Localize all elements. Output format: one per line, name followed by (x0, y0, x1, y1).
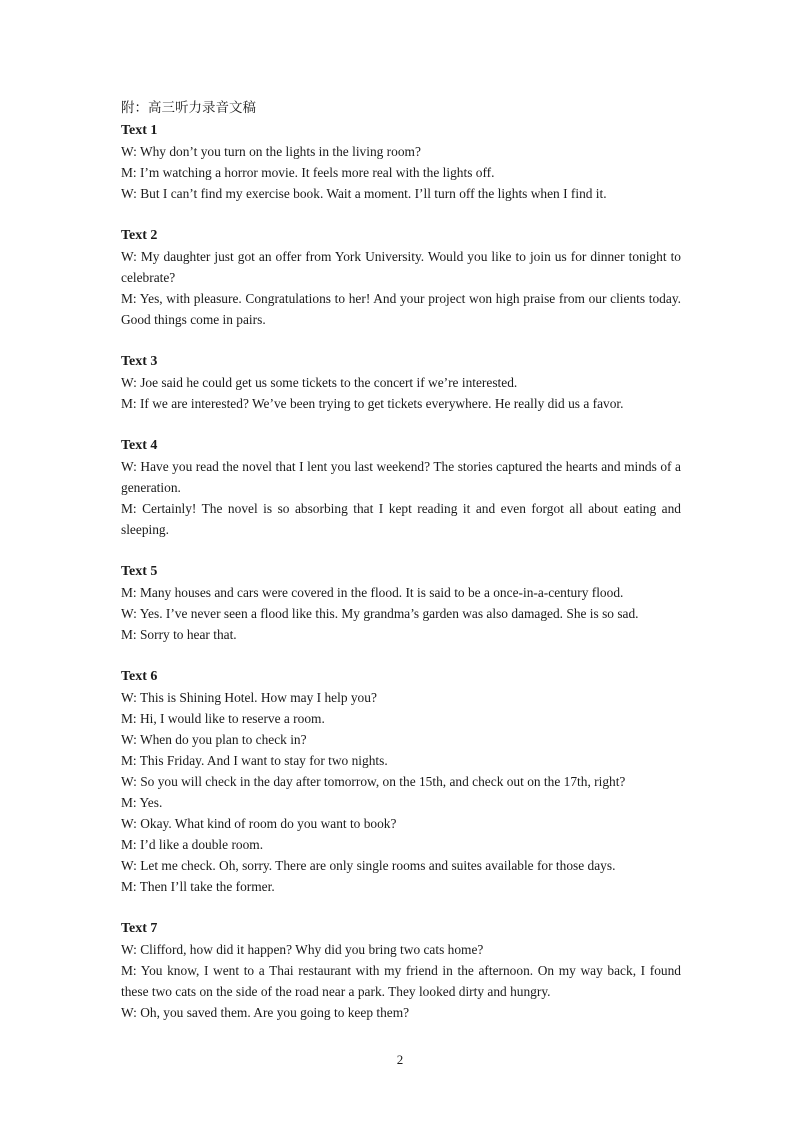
section-text-5 (121, 561, 681, 645)
dialogue-line: M: Yes. (121, 795, 163, 810)
section-heading: Text 2 (121, 228, 158, 243)
dialogue-line: W: Have you read the novel that I lent you last weekend? The stories captured the hearts and minds of a generation. (121, 459, 681, 495)
section-text-3 (121, 351, 681, 414)
section-heading: Text 3 (121, 354, 158, 369)
dialogue-line: M: You know, I went to a Thai restaurant with my friend in the afternoon. On my way back, I found these two cats on the side of the road near a park. They looked dirty and hungry. (121, 963, 681, 999)
section-heading: Text 7 (121, 921, 158, 936)
section-text-2 (121, 225, 681, 330)
dialogue-line: W: So you will check in the day after tomorrow, on the 15th, and check out on the 17th, right? (121, 774, 626, 789)
dialogue-line: W: Oh, you saved them. Are you going to keep them? (121, 1005, 410, 1020)
dialogue-line: M: Hi, I would like to reserve a room. (121, 711, 325, 726)
dialogue-line: W: Joe said he could get us some tickets to the concert if we’re interested. (121, 375, 518, 390)
dialogue-line: M: Yes, with pleasure. Congratulations to her! And your project won high praise from our clients today. Good things come in pairs. (121, 291, 681, 327)
dialogue-line: M: Certainly! The novel is so absorbing that I kept reading it and even forgot all about eating and sleeping. (121, 501, 681, 537)
dialogue-line: M: I’d like a double room. (121, 837, 264, 852)
section-text-6 (121, 666, 681, 897)
section-heading: Text 6 (121, 669, 158, 684)
document-page (121, 98, 681, 1044)
section-heading: Text 5 (121, 564, 158, 579)
dialogue-line: M: Sorry to hear that. (121, 627, 237, 642)
section-heading: Text 4 (121, 438, 158, 453)
dialogue-line: M: This Friday. And I want to stay for two nights. (121, 753, 388, 768)
dialogue-line: M: Many houses and cars were covered in the flood. It is said to be a once-in-a-century flood. (121, 585, 624, 600)
dialogue-line: M: If we are interested? We’ve been trying to get tickets everywhere. He really did us a favor. (121, 396, 624, 411)
dialogue-line: M: I’m watching a horror movie. It feels more real with the lights off. (121, 165, 495, 180)
page-number: 2 (396, 1052, 404, 1067)
dialogue-line: W: Let me check. Oh, sorry. There are only single rooms and suites available for those days. (121, 858, 616, 873)
dialogue-line: W: Clifford, how did it happen? Why did you bring two cats home? (121, 942, 484, 957)
dialogue-line: W: Why don’t you turn on the lights in the living room? (121, 144, 421, 159)
dialogue-line: M: Then I’ll take the former. (121, 879, 275, 894)
section-text-4 (121, 435, 681, 540)
section-text-1 (121, 120, 681, 204)
dialogue-line: W: Yes. I’ve never seen a flood like this. My grandma’s garden was also damaged. She is so sad. (121, 606, 639, 621)
dialogue-line: W: My daughter just got an offer from York University. Would you like to join us for dinner tonight to celebrate? (121, 249, 681, 285)
section-text-7 (121, 918, 681, 1023)
dialogue-line: W: When do you plan to check in? (121, 732, 307, 747)
dialogue-line: W: But I can’t find my exercise book. Wait a moment. I’ll turn off the lights when I find it. (121, 186, 607, 201)
section-heading: Text 1 (121, 123, 158, 138)
dialogue-line: W: Okay. What kind of room do you want to book? (121, 816, 397, 831)
dialogue-line: W: This is Shining Hotel. How may I help you? (121, 690, 377, 705)
document-title: 附：高三听力录音文稿 (121, 100, 256, 116)
